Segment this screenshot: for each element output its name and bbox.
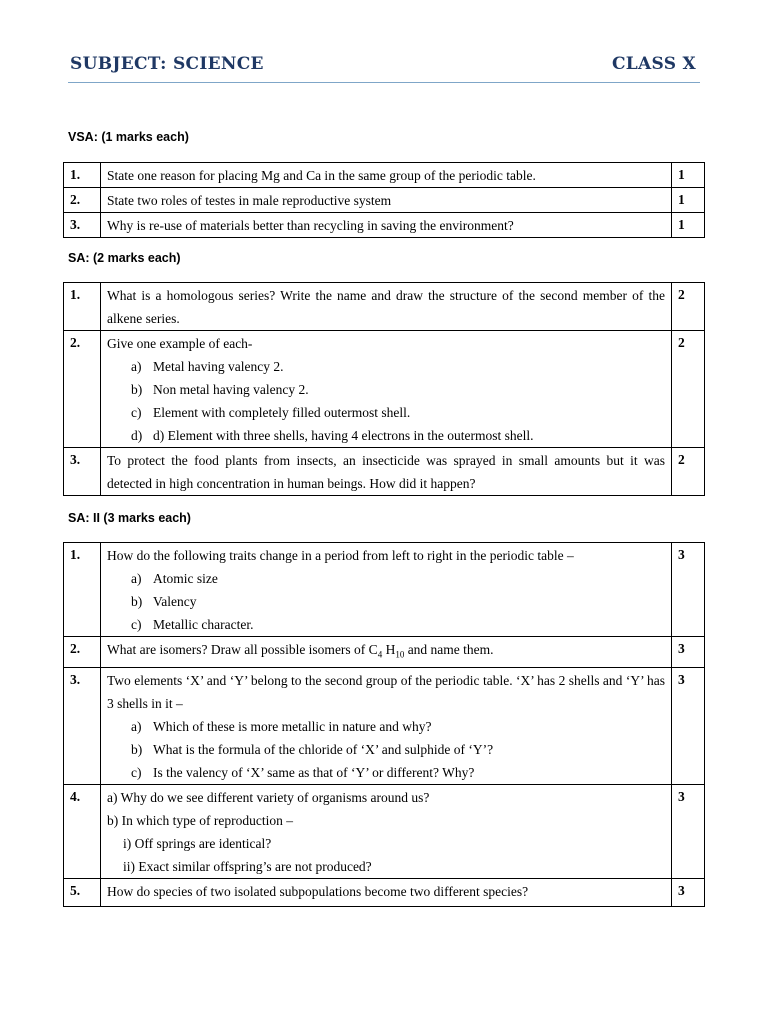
question-text: Why is re-use of materials better than recycling in saving the environment? [101,213,672,238]
table-row [64,163,705,188]
sub-item-label: b) [131,594,143,609]
question-text: State two roles of testes in male reproductive system [101,188,672,213]
sub-item [107,401,665,424]
sub-item [107,590,665,613]
sub-question: b) In which type of reproduction – [107,812,293,828]
question-marks: 2 [672,283,705,331]
page-header [68,54,700,83]
sub-item-label: c) [131,405,142,420]
sub-item-text: Valency [153,594,197,609]
sub-item-text: Non metal having valency 2. [153,382,309,397]
question-text: What is a homologous series? Write the name and draw the structure of the second member of the alkene series. [101,283,672,331]
sub-item-label: a) [131,571,142,586]
question-text-block [101,543,672,637]
question-number: 1. [64,163,101,188]
sub-item [107,761,665,784]
sub-item-text: Is the valency of ‘X’ same as that of ‘Y’ or different? Why? [153,764,475,780]
table-row [64,637,705,668]
formula-text-after: and name them. [404,642,494,657]
sa2-section-title: SA: II (3 marks each) [68,511,191,525]
table-row [64,188,705,213]
question-number: 2. [64,188,101,213]
sa-table [63,282,705,496]
question-number: 3. [64,213,101,238]
question-marks: 1 [672,213,705,238]
sub-item-label: a) [131,359,142,374]
question-number: 4. [64,784,101,878]
table-row [64,213,705,238]
question-number: 1. [64,283,101,331]
sub-item: ii) Exact similar offspring’s are not produced? [123,858,372,874]
sub-item [107,567,665,590]
sub-item [107,378,665,401]
sub-item-label: b) [131,382,143,397]
question-marks: 3 [672,667,705,784]
formula-text-before: What are isomers? Draw all possible isomers of C [107,642,378,657]
table-row [64,331,705,448]
question-text: How do the following traits change in a period from left to right in the periodic table – [107,548,574,563]
sub-item-text: Atomic size [153,571,218,586]
sub-item-text: Metallic character. [153,617,254,632]
question-marks: 3 [672,543,705,637]
sub-item [107,355,665,378]
class-title: CLASS X [611,54,696,74]
sub-item-text: Which of these is more metallic in nature and why? [153,718,432,734]
question-number: 2. [64,331,101,448]
sub-item-text: What is the formula of the chloride of ‘X’ and sulphide of ‘Y’? [153,741,494,757]
table-row [64,878,705,906]
sub-item-label: c) [131,764,142,780]
sub-item: i) Off springs are identical? [123,835,272,851]
question-number: 3. [64,667,101,784]
sub-item [107,613,665,636]
question-number: 1. [64,543,101,637]
question-marks: 2 [672,448,705,496]
table-row [64,283,705,331]
formula-subscript: 4 [377,649,383,660]
sub-item-text: d) Element with three shells, having 4 electrons in the outermost shell. [153,428,534,443]
subject-title: SUBJECT: SCIENCE [70,54,264,74]
question-marks: 3 [672,878,705,906]
sub-question: a) Why do we see different variety of organisms around us? [107,789,430,805]
question-number: 2. [64,637,101,668]
formula-element: H [382,642,396,657]
question-number: 3. [64,448,101,496]
question-text: To protect the food plants from insects, an insecticide was sprayed in small amounts but it was detected in high concentration in human beings. How did it happen? [101,448,672,496]
sa-section-title: SA: (2 marks each) [68,251,181,265]
vsa-table [63,162,705,238]
sub-item-text: Element with completely filled outermost shell. [153,405,411,420]
table-row [64,667,705,784]
table-row [64,784,705,878]
question-marks: 1 [672,163,705,188]
question-text-block [101,667,672,784]
question-text-block [101,784,672,878]
table-row [64,543,705,637]
question-marks: 3 [672,637,705,668]
question-text-block [101,331,672,448]
sub-item-label: a) [131,718,142,734]
question-text: Give one example of each- [107,336,253,351]
question-marks: 2 [672,331,705,448]
question-number: 5. [64,878,101,906]
sub-item-label: b) [131,741,143,757]
sub-item-text: Metal having valency 2. [153,359,284,374]
table-row [64,448,705,496]
question-marks: 3 [672,784,705,878]
formula-subscript: 10 [395,649,405,660]
sub-item [107,738,665,761]
sub-item [107,715,665,738]
question-text: State one reason for placing Mg and Ca in the same group of the periodic table. [101,163,672,188]
sub-item-label: d) [131,428,143,443]
question-marks: 1 [672,188,705,213]
sa2-table [63,542,705,907]
vsa-section-title: VSA: (1 marks each) [68,130,189,144]
question-text [101,637,672,668]
sub-item-label: c) [131,617,142,632]
question-text: Two elements ‘X’ and ‘Y’ belong to the second group of the periodic table. ‘X’ has 2 shells and ‘Y’ has 3 shells in it – [107,672,665,711]
sub-item [107,424,665,447]
question-text: How do species of two isolated subpopulations become two different species? [101,878,672,906]
